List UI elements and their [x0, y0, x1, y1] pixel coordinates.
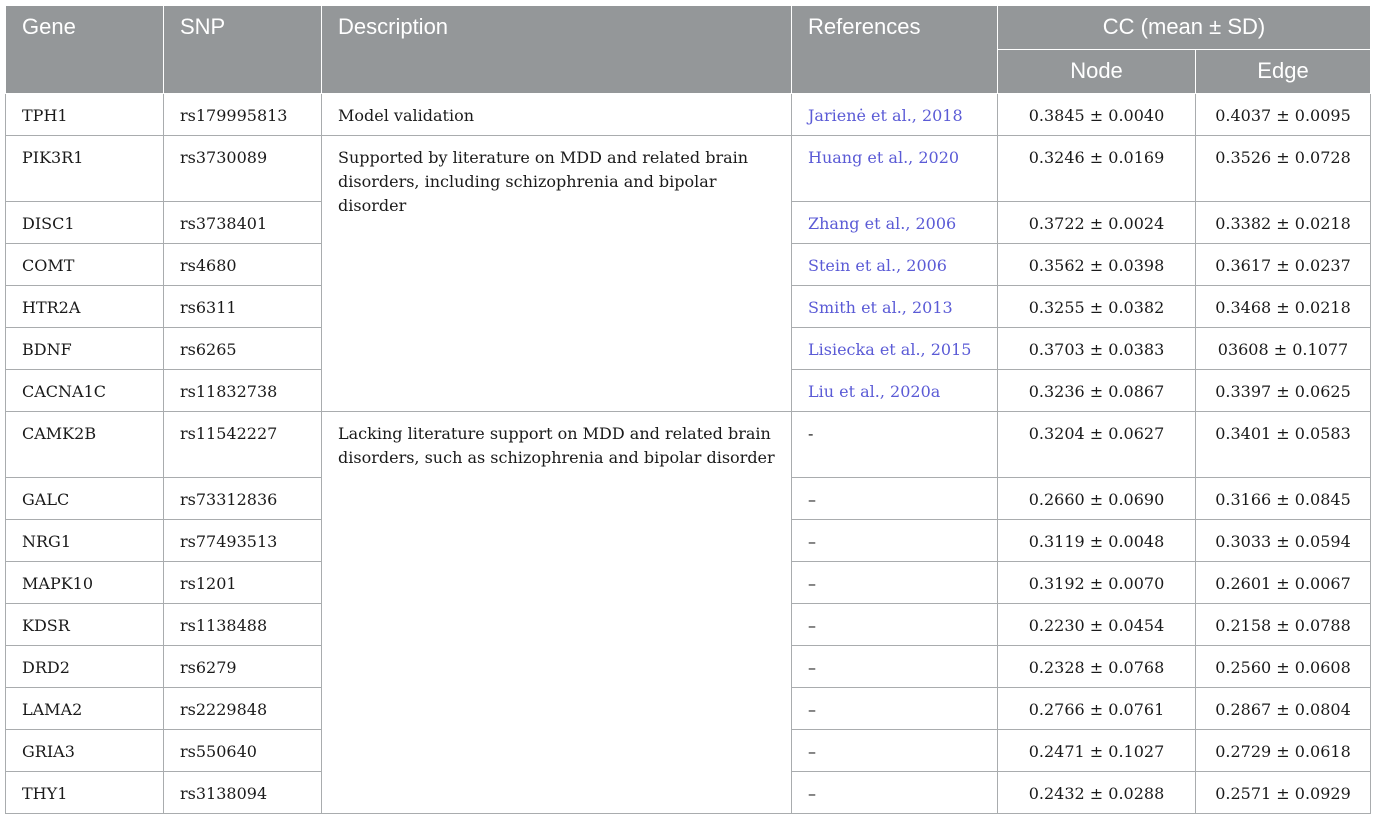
- table-row: [6, 94, 1371, 136]
- cell-gene: GALC: [6, 478, 164, 520]
- cell-snp: rs77493513: [164, 520, 322, 562]
- cell-node: 0.3192 ± 0.0070: [998, 562, 1196, 604]
- header-node: Node: [998, 50, 1196, 94]
- cell-gene: TPH1: [6, 94, 164, 136]
- cell-edge: 0.3468 ± 0.0218: [1196, 286, 1371, 328]
- cell-reference: –: [792, 520, 998, 562]
- table-row: [6, 412, 1371, 478]
- cell-snp: rs3138094: [164, 772, 322, 814]
- cell-node: 0.3246 ± 0.0169: [998, 136, 1196, 202]
- cell-snp: rs3738401: [164, 202, 322, 244]
- cell-edge: 0.3401 ± 0.0583: [1196, 412, 1371, 478]
- header-description: Description: [322, 6, 792, 94]
- cell-reference: –: [792, 730, 998, 772]
- reference-link[interactable]: Smith et al., 2013: [792, 286, 998, 328]
- cell-snp: rs2229848: [164, 688, 322, 730]
- cell-description: Model validation: [322, 94, 792, 136]
- cell-snp: rs1138488: [164, 604, 322, 646]
- cell-node: 0.2471 ± 0.1027: [998, 730, 1196, 772]
- cell-snp: rs73312836: [164, 478, 322, 520]
- cell-edge: 0.2571 ± 0.0929: [1196, 772, 1371, 814]
- cell-edge: 0.2560 ± 0.0608: [1196, 646, 1371, 688]
- reference-link[interactable]: Zhang et al., 2006: [792, 202, 998, 244]
- cell-node: 0.3703 ± 0.0383: [998, 328, 1196, 370]
- cell-snp: rs6311: [164, 286, 322, 328]
- cell-node: 0.2766 ± 0.0761: [998, 688, 1196, 730]
- cell-gene: LAMA2: [6, 688, 164, 730]
- cell-reference: –: [792, 688, 998, 730]
- cell-gene: NRG1: [6, 520, 164, 562]
- table-row: [6, 136, 1371, 202]
- cell-edge: 03608 ± 0.1077: [1196, 328, 1371, 370]
- cell-snp: rs6265: [164, 328, 322, 370]
- cell-edge: 0.3617 ± 0.0237: [1196, 244, 1371, 286]
- cell-gene: DISC1: [6, 202, 164, 244]
- cell-edge: 0.2601 ± 0.0067: [1196, 562, 1371, 604]
- cell-snp: rs179995813: [164, 94, 322, 136]
- reference-link[interactable]: Jarienė et al., 2018: [792, 94, 998, 136]
- cell-node: 0.2432 ± 0.0288: [998, 772, 1196, 814]
- cell-reference: -: [792, 412, 998, 478]
- cell-snp: rs4680: [164, 244, 322, 286]
- cell-node: 0.3204 ± 0.0627: [998, 412, 1196, 478]
- cell-reference: –: [792, 562, 998, 604]
- cell-edge: 0.3397 ± 0.0625: [1196, 370, 1371, 412]
- cell-gene: BDNF: [6, 328, 164, 370]
- cell-edge: 0.3526 ± 0.0728: [1196, 136, 1371, 202]
- cell-gene: HTR2A: [6, 286, 164, 328]
- cell-node: 0.2230 ± 0.0454: [998, 604, 1196, 646]
- cell-gene: MAPK10: [6, 562, 164, 604]
- cell-node: 0.3255 ± 0.0382: [998, 286, 1196, 328]
- cell-gene: DRD2: [6, 646, 164, 688]
- cell-snp: rs11542227: [164, 412, 322, 478]
- cell-edge: 0.3382 ± 0.0218: [1196, 202, 1371, 244]
- cell-snp: rs1201: [164, 562, 322, 604]
- cell-gene: KDSR: [6, 604, 164, 646]
- cell-node: 0.3119 ± 0.0048: [998, 520, 1196, 562]
- cell-gene: PIK3R1: [6, 136, 164, 202]
- cell-node: 0.2328 ± 0.0768: [998, 646, 1196, 688]
- cell-description: Supported by literature on MDD and related brain disorders, including schizophrenia and bipolar disorder: [322, 136, 792, 412]
- cell-node: 0.3845 ± 0.0040: [998, 94, 1196, 136]
- cell-snp: rs6279: [164, 646, 322, 688]
- cell-node: 0.3562 ± 0.0398: [998, 244, 1196, 286]
- header-snp: SNP: [164, 6, 322, 94]
- reference-link[interactable]: Lisiecka et al., 2015: [792, 328, 998, 370]
- cell-snp: rs3730089: [164, 136, 322, 202]
- cell-edge: 0.2729 ± 0.0618: [1196, 730, 1371, 772]
- header-references: References: [792, 6, 998, 94]
- header-cc: CC (mean ± SD): [998, 6, 1371, 50]
- cell-description: Lacking literature support on MDD and related brain disorders, such as schizophrenia and bipolar disorder: [322, 412, 792, 814]
- cell-gene: CACNA1C: [6, 370, 164, 412]
- cell-reference: –: [792, 646, 998, 688]
- cell-node: 0.3236 ± 0.0867: [998, 370, 1196, 412]
- cell-gene: GRIA3: [6, 730, 164, 772]
- cell-edge: 0.2158 ± 0.0788: [1196, 604, 1371, 646]
- cell-gene: THY1: [6, 772, 164, 814]
- table-body: [6, 94, 1371, 814]
- reference-link[interactable]: Huang et al., 2020: [792, 136, 998, 202]
- cell-snp: rs550640: [164, 730, 322, 772]
- cell-reference: –: [792, 772, 998, 814]
- cell-gene: CAMK2B: [6, 412, 164, 478]
- gene-snp-table: [5, 5, 1371, 814]
- cell-edge: 0.4037 ± 0.0095: [1196, 94, 1371, 136]
- cell-gene: COMT: [6, 244, 164, 286]
- cell-reference: –: [792, 604, 998, 646]
- cell-edge: 0.3033 ± 0.0594: [1196, 520, 1371, 562]
- header-gene: Gene: [6, 6, 164, 94]
- reference-link[interactable]: Liu et al., 2020a: [792, 370, 998, 412]
- header-edge: Edge: [1196, 50, 1371, 94]
- reference-link[interactable]: Stein et al., 2006: [792, 244, 998, 286]
- cell-snp: rs11832738: [164, 370, 322, 412]
- cell-reference: –: [792, 478, 998, 520]
- cell-edge: 0.3166 ± 0.0845: [1196, 478, 1371, 520]
- cell-node: 0.3722 ± 0.0024: [998, 202, 1196, 244]
- cell-edge: 0.2867 ± 0.0804: [1196, 688, 1371, 730]
- cell-node: 0.2660 ± 0.0690: [998, 478, 1196, 520]
- table-header: [6, 6, 1371, 94]
